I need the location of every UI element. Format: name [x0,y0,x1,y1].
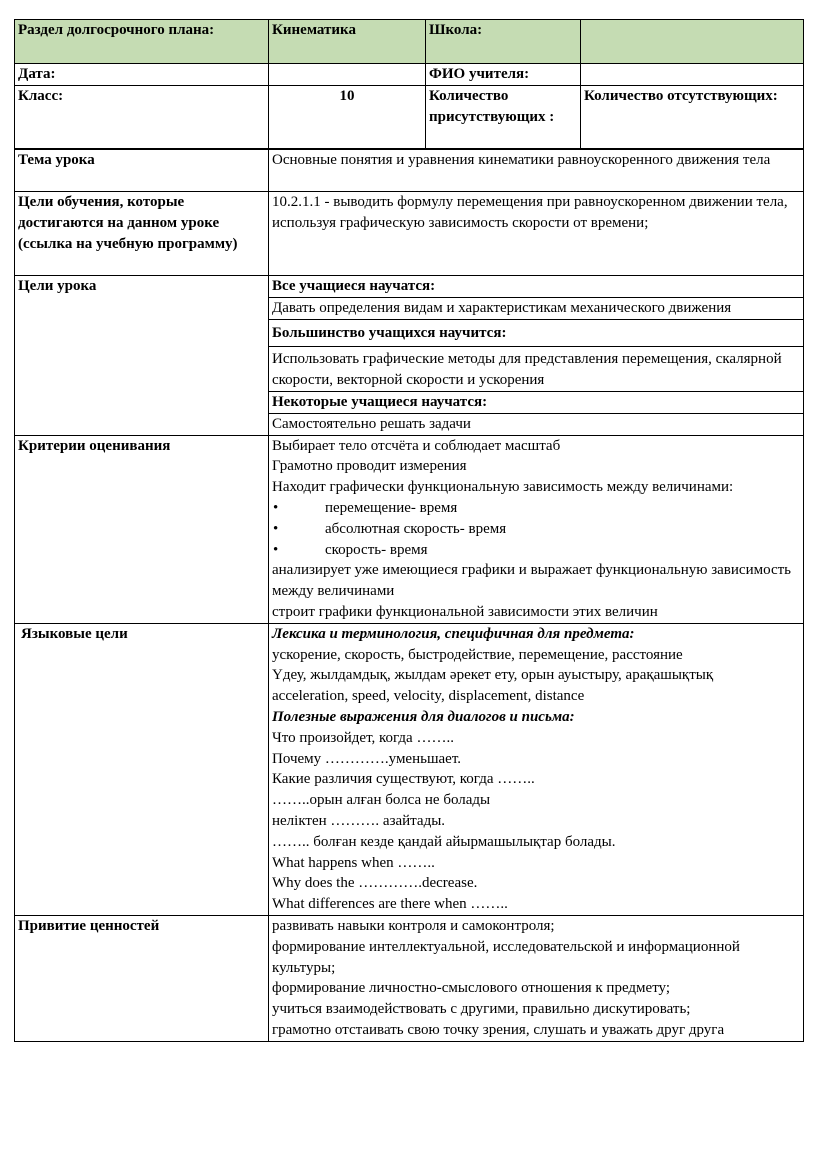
values-row [15,915,804,1041]
vocab-line: acceleration, speed, velocity, displacement, distance [272,688,585,705]
goals-row [15,276,804,436]
assessment-closing-line: анализирует уже имеющиеся графики и выражает функциональную зависимость между величинами [272,562,792,600]
vocab-heading: Лексика и терминология, специфичная для предмета: [272,625,635,642]
language-label: Языковые цели [15,623,269,915]
objectives-label: Цели обучения, которые достигаются на данном уроке (ссылка на учебную программу) [15,192,269,276]
section-value: Кинематика [269,20,426,64]
values-line: формирование личностно-смыслового отношения к предмету; [272,980,671,997]
school-label: Школа: [426,20,581,64]
present-count-label: Количество присутствующих : [426,85,581,148]
assessment-line: Находит графически функциональную зависимость между величинами: [272,479,734,496]
assessment-content [269,435,804,623]
teacher-value [581,64,804,86]
class-label: Класс: [15,85,269,148]
values-label: Привитие ценностей [15,915,269,1041]
goals-all-text: Давать определения видам и характеристикам механического движения [269,297,803,319]
assessment-label: Критерии оценивания [15,435,269,623]
topic-label: Тема урока [15,150,269,192]
date-value [269,64,426,86]
phrase-line: ……..орын алған болса не болады [272,792,491,809]
absent-count-label: Количество отсутствующих: [581,85,804,148]
header-table [14,19,804,149]
values-line: развивать навыки контроля и самоконтроля; [272,917,555,934]
values-line: грамотно отстаивать свою точку зрения, слушать и уважать друг друга [272,1021,725,1038]
assessment-bullet-item [272,540,800,561]
assessment-row [15,435,804,623]
lesson-plan-table [14,149,804,1042]
assessment-bullet-item [272,519,800,540]
topic-value: Основные понятия и уравнения кинематики равноускоренного движения тела [269,150,804,192]
phrase-line: …….. болған кезде қандай айырмашылықтар болады. [272,833,616,850]
teacher-label: ФИО учителя: [426,64,581,86]
language-row [15,623,804,915]
assessment-bullet-item [272,498,800,519]
school-value [581,20,804,64]
bullet-text: перемещение- время [325,499,458,516]
phrase-line: Какие различия существуют, когда …….. [272,771,535,788]
bullet-text: скорость- время [325,541,428,558]
goals-content [269,276,804,436]
goals-most-heading: Большинство учащихся научится: [269,319,803,347]
date-label: Дата: [15,64,269,86]
date-row [15,64,804,86]
section-label: Раздел долгосрочного плана: [15,20,269,64]
header-row [15,20,804,64]
goals-some-text: Самостоятельно решать задачи [269,413,803,435]
topic-row [15,150,804,192]
phrase-line: Что произойдет, когда …….. [272,729,454,746]
phrase-line: Почему ………….уменьшает. [272,750,462,767]
bullet-text: абсолютная скорость- время [325,520,507,537]
vocab-line: Үдеу, жылдамдық, жылдам әрекет ету, орын ауыстыру, арақашықтық [272,667,714,684]
goals-all-heading: Все учащиеся научатся: [272,278,436,294]
bullet-mark: • [273,541,279,558]
values-line: учиться взаимодействовать с другими, правильно дискутировать; [272,1001,691,1018]
assessment-closing-line: строит графики функциональной зависимости этих величин [272,603,658,620]
phrase-line: Why does the ………….decrease. [272,875,478,892]
vocab-line: ускорение, скорость, быстродействие, перемещение, расстояние [272,646,683,663]
phrases-heading: Полезные выражения для диалогов и письма: [272,708,575,725]
goals-some-heading: Некоторые учащиеся научатся: [269,391,803,413]
objectives-row [15,192,804,276]
language-content [269,623,804,915]
phrase-line: What differences are there when …….. [272,896,508,913]
assessment-line: Выбирает тело отсчёта и соблюдает масштаб [272,437,561,454]
bullet-mark: • [273,520,279,537]
values-content [269,915,804,1041]
phrase-line: неліктен ………. азайтады. [272,812,446,829]
class-value: 10 [269,85,426,148]
assessment-line: Грамотно проводит измерения [272,458,467,475]
bullet-mark: • [273,499,279,516]
class-row [15,85,804,148]
phrase-line: What happens when …….. [272,854,435,871]
goals-label: Цели урока [15,276,269,436]
values-line: формирование интеллектуальной, исследовательской и информационной культуры; [272,938,740,976]
goals-most-text: Использовать графические методы для представления перемещения, скалярной скорости, векторной скорости и ускорения [269,346,803,391]
objectives-value: 10.2.1.1 - выводить формулу перемещения при равноускоренном движении тела, используя графическую зависимость скорости от времени; [269,192,804,276]
